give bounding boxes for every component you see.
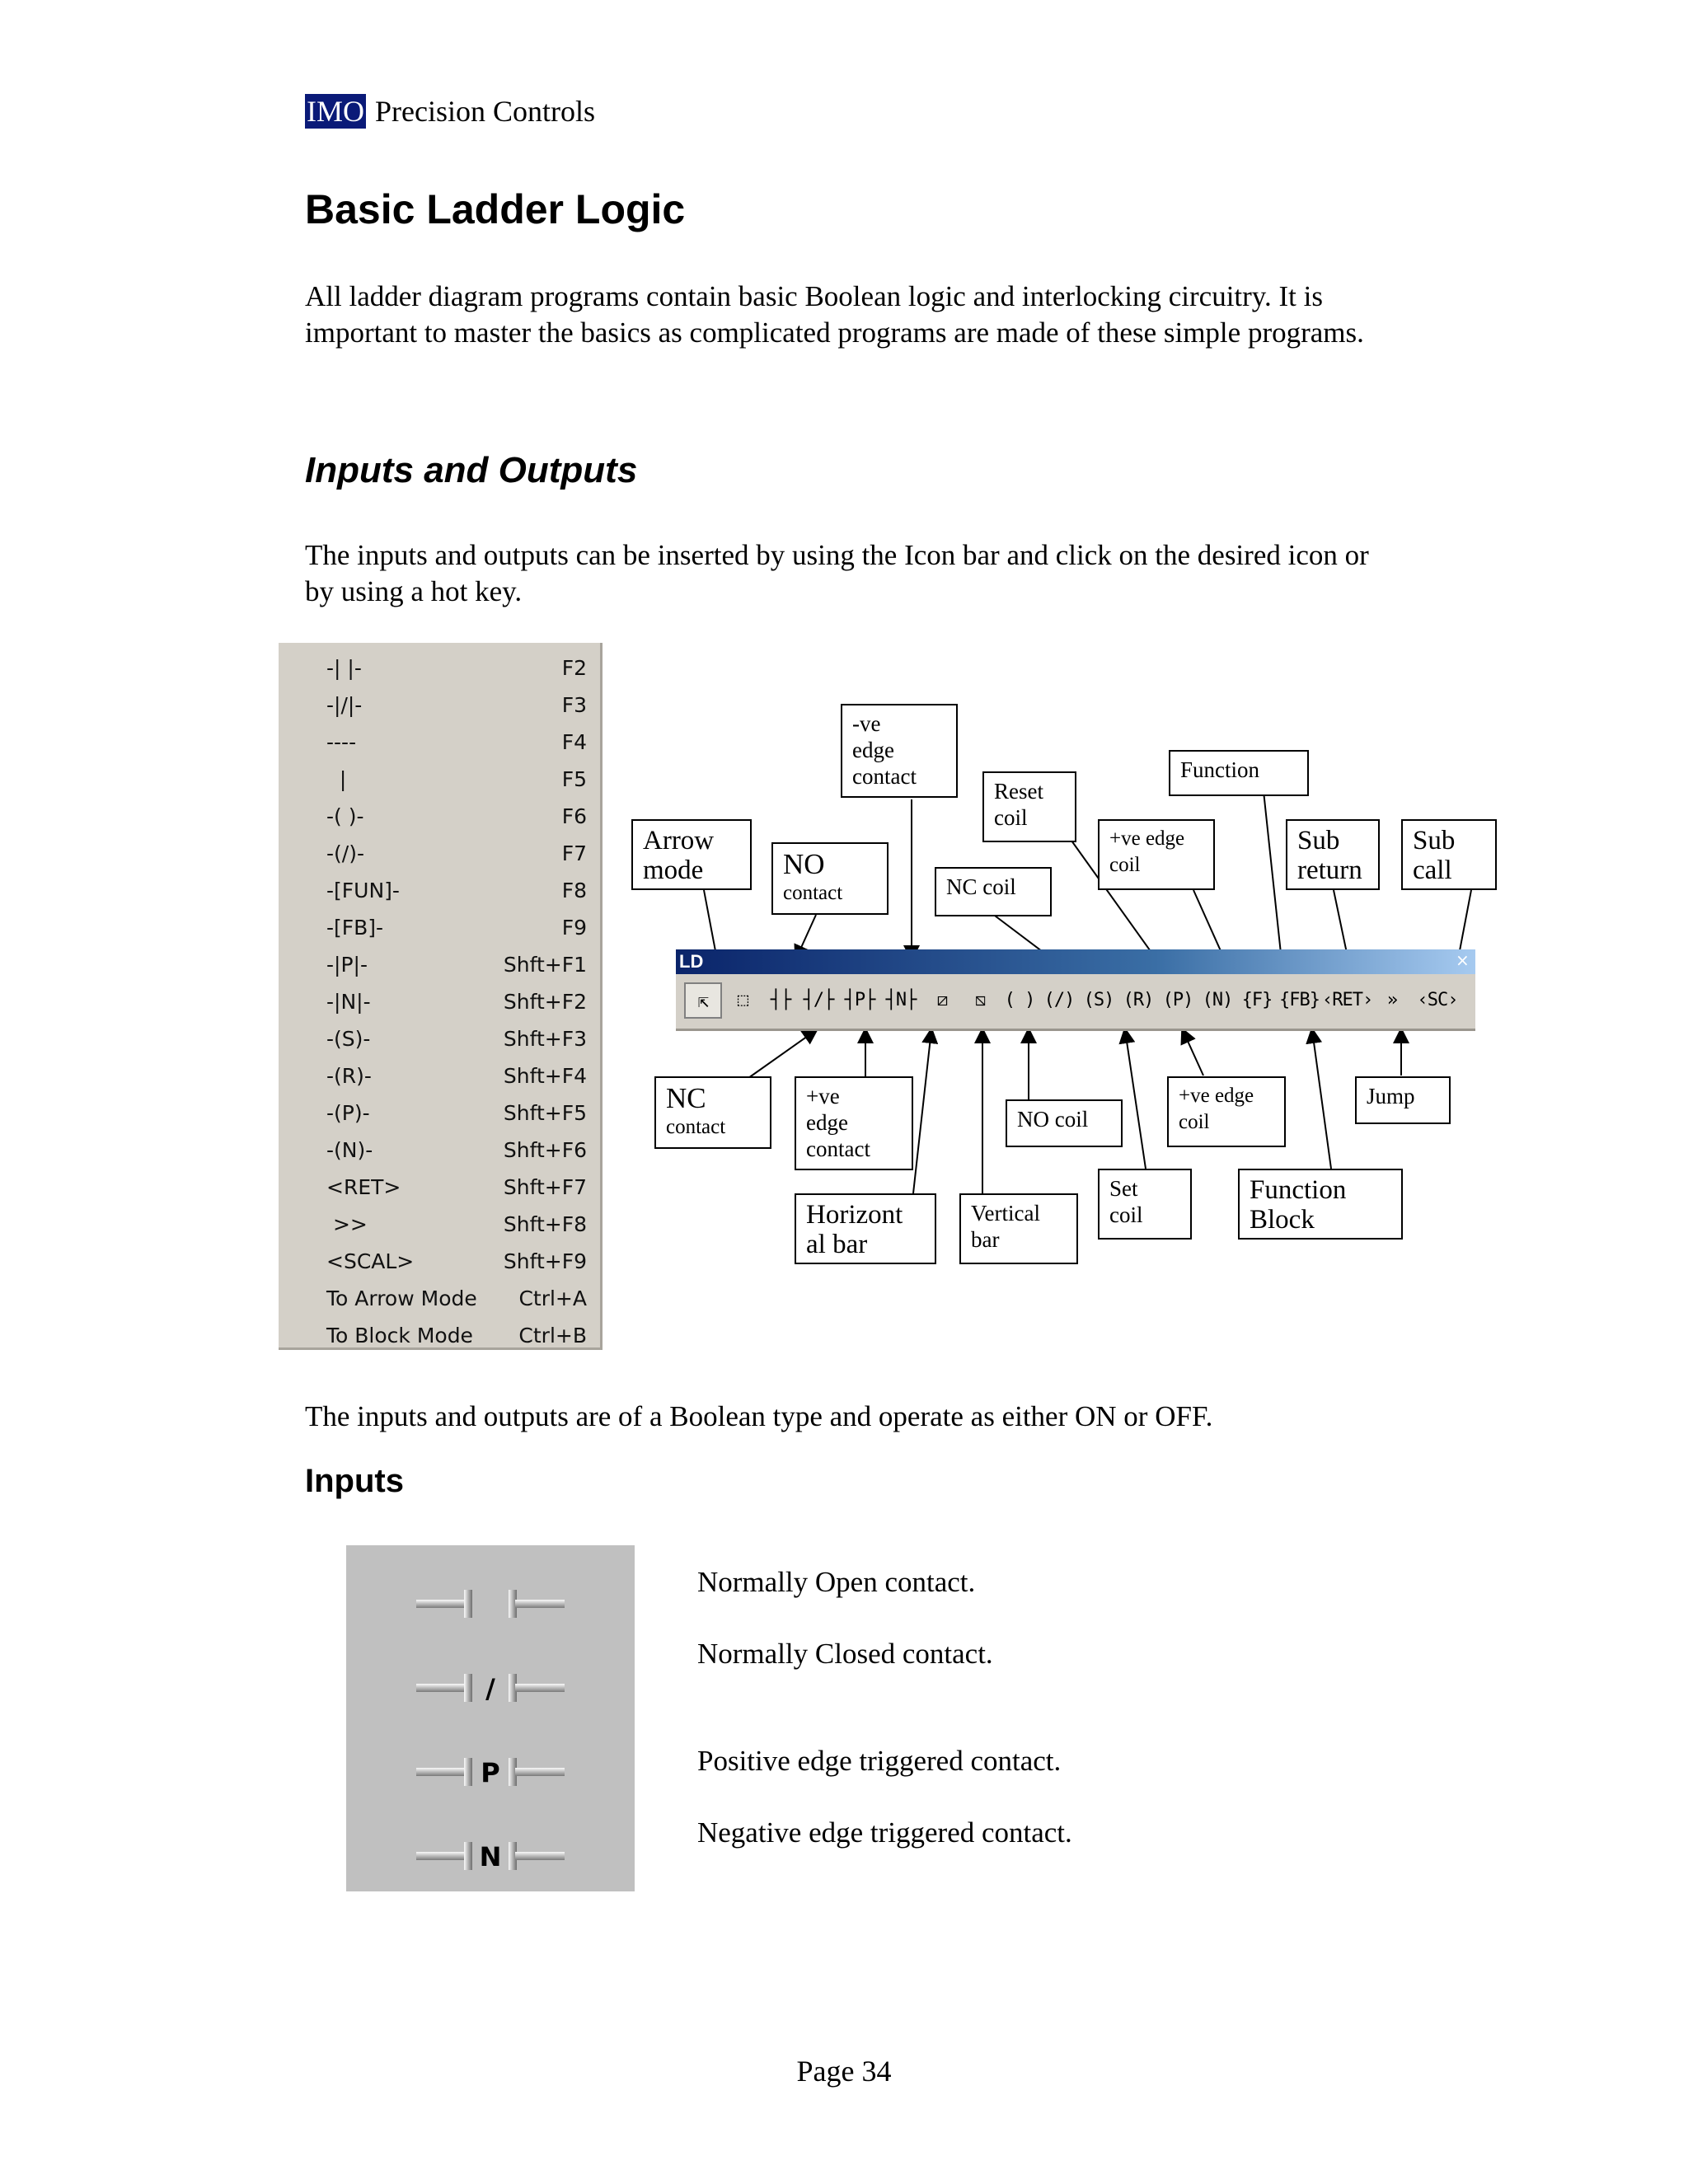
callout-sub-return: Sub return [1286, 819, 1380, 890]
section-title: Inputs and Outputs [305, 450, 638, 490]
vertical-bar-button[interactable]: ⧅ [974, 990, 986, 1010]
menu-item[interactable]: -(P)- Shft+F5 [326, 1101, 587, 1125]
menu-item[interactable]: -|N|- Shft+F2 [326, 990, 587, 1014]
nc-contact-button[interactable]: ┤/├ [803, 990, 834, 1010]
no-contact-icon [416, 1588, 565, 1621]
section-paragraph: The inputs and outputs can be inserted by using the Icon bar and click on the desired icon or by using a hot key. [305, 539, 1369, 607]
callout-arrow-mode: Arrow mode [631, 819, 752, 890]
menu-item[interactable]: | F5 [326, 767, 587, 791]
io-paragraph: The inputs and outputs are of a Boolean type and operate as either ON or OFF. [305, 1400, 1213, 1432]
reset-coil-button[interactable]: (R) [1123, 990, 1154, 1010]
pos-edge-coil-button[interactable]: (P) [1162, 990, 1193, 1010]
toolbar-diagram [626, 692, 1500, 1269]
ld-toolbar-buttons [676, 974, 1475, 1031]
neg-edge-contact-button[interactable]: ┤N├ [885, 990, 917, 1010]
input-desc-neg-edge: Negative edge triggered contact. [697, 1816, 1072, 1849]
callout-reset-coil: Reset coil [982, 771, 1076, 842]
callout-nc-coil: NC coil [935, 867, 1052, 916]
menu-item[interactable]: -(N)- Shft+F6 [326, 1138, 587, 1162]
header-company: Precision Controls [375, 95, 595, 128]
callout-no-contact: NO contact [771, 842, 889, 915]
inputs-icon-panel [346, 1545, 635, 1891]
horizontal-bar-button[interactable]: ⧄ [936, 990, 948, 1010]
menu-item[interactable]: <RET> Shft+F7 [326, 1175, 587, 1199]
menu-item[interactable]: To Arrow Mode Ctrl+A [326, 1286, 587, 1310]
function-block-button[interactable]: {FB} [1279, 990, 1320, 1010]
callout-pos-edge-contact: +ve edge contact [795, 1076, 913, 1170]
callout-function-block: Function Block [1238, 1169, 1403, 1240]
header-brand: IMO [307, 95, 364, 128]
menu-item[interactable]: -|/|- F3 [326, 693, 587, 717]
callout-jump: Jump [1355, 1076, 1451, 1124]
page-number: Page 34 [796, 2055, 892, 2088]
callout-pos-edge-coil-bottom: +ve edge coil [1167, 1076, 1286, 1147]
close-icon[interactable]: × [1456, 950, 1470, 970]
callout-no-coil: NO coil [1006, 1099, 1123, 1147]
ld-toolbar-title: LD [679, 951, 704, 972]
no-coil-button[interactable]: ( ) [1004, 990, 1035, 1010]
callout-function: Function [1169, 750, 1309, 796]
block-mode-button[interactable]: ⬚ [737, 990, 748, 1010]
pos-edge-contact-button[interactable]: ┤P├ [844, 990, 875, 1010]
menu-item[interactable]: -|P|- Shft+F1 [326, 953, 587, 977]
callout-set-coil: Set coil [1098, 1169, 1192, 1240]
no-contact-button[interactable]: ┤├ [770, 990, 791, 1010]
menu-item[interactable]: -| |- F2 [326, 656, 587, 680]
ld-toolbar [676, 949, 1475, 1029]
set-coil-button[interactable]: (S) [1083, 990, 1114, 1010]
intro-paragraph: All ladder diagram programs contain basic Boolean logic and interlocking circuitry. It is important to master the basics as complicated programs are made of these simple programs. [305, 280, 1364, 349]
menu-item[interactable]: -[FB]- F9 [326, 916, 587, 940]
arrow-mode-button[interactable]: ⇱ [684, 982, 722, 1019]
neg-edge-coil-button[interactable]: (N) [1202, 990, 1233, 1010]
sub-return-button[interactable]: ‹RET› [1322, 990, 1373, 1010]
menu-item[interactable]: -( )- F6 [326, 804, 587, 828]
menu-item[interactable]: -(/)- F7 [326, 841, 587, 865]
callout-vertical-bar: Vertical bar [959, 1193, 1078, 1264]
menu-item[interactable]: -[FUN]- F8 [326, 879, 587, 902]
menu-item[interactable]: <SCAL> Shft+F9 [326, 1249, 587, 1273]
hotkey-menu [279, 643, 603, 1350]
function-button[interactable]: {F} [1241, 990, 1273, 1010]
input-desc-pos-edge: Positive edge triggered contact. [697, 1745, 1062, 1777]
input-desc-no: Normally Open contact. [697, 1566, 976, 1598]
page-title: Basic Ladder Logic [305, 186, 686, 232]
menu-item[interactable]: ---- F4 [326, 730, 587, 754]
menu-item[interactable]: >> Shft+F8 [326, 1212, 587, 1236]
input-desc-nc: Normally Closed contact. [697, 1638, 993, 1670]
nc-coil-button[interactable]: (/) [1043, 990, 1075, 1010]
callout-neg-edge-contact: -ve edge contact [841, 704, 958, 798]
neg-edge-contact-icon: N [416, 1840, 565, 1873]
callout-horizontal-bar: Horizont al bar [795, 1193, 936, 1264]
inputs-title: Inputs [305, 1463, 404, 1499]
sub-call-button[interactable]: ‹SC› [1417, 990, 1458, 1010]
menu-item[interactable]: -(R)- Shft+F4 [326, 1064, 587, 1088]
pos-edge-contact-icon: P [416, 1756, 565, 1789]
callout-nc-contact: NC contact [654, 1076, 771, 1149]
callout-pos-edge-coil-top: +ve edge coil [1098, 819, 1215, 890]
nc-contact-icon: / [416, 1672, 565, 1705]
jump-button[interactable]: » [1386, 990, 1398, 1010]
menu-item[interactable]: To Block Mode Ctrl+B [326, 1324, 587, 1347]
callout-sub-call: Sub call [1401, 819, 1497, 890]
ld-toolbar-titlebar [676, 949, 1475, 974]
menu-item[interactable]: -(S)- Shft+F3 [326, 1027, 587, 1051]
